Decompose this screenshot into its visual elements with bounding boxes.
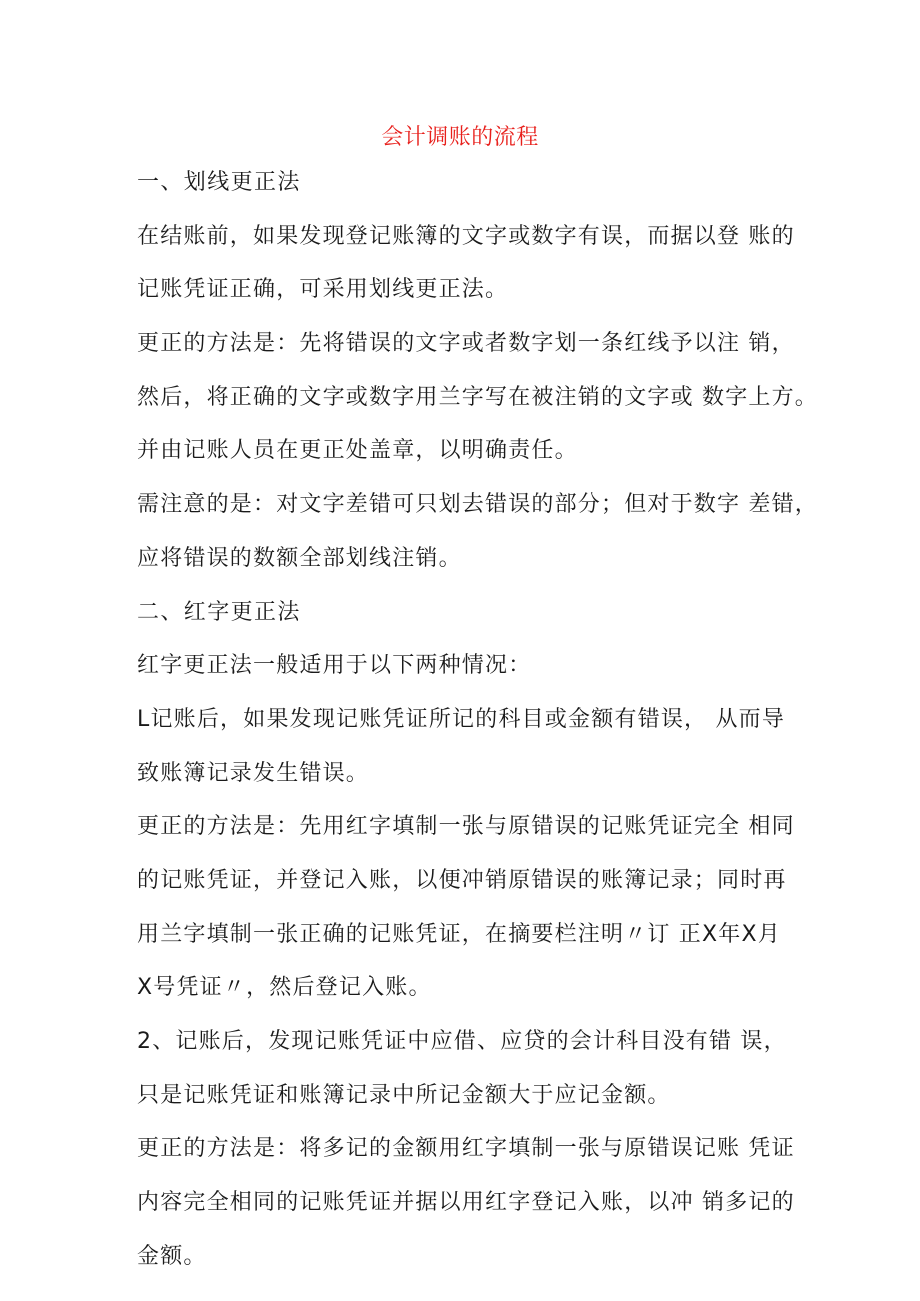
document-title: 会计调账的流程	[381, 125, 539, 150]
paragraph-line: 更正的方法是：先用红字填制一张与原错误的记账凭证完全 相同	[137, 814, 795, 840]
paragraph-line: X号凭证〃，然后登记入账。	[137, 975, 432, 1001]
paragraph-line: 更正的方法是：将多记的金额用红字填制一张与原错误记账 凭证	[137, 1136, 795, 1162]
section-heading-2: 二、红字更正法	[137, 599, 301, 625]
document-body	[137, 166, 818, 1293]
paragraph-line: 记账凭证正确，可采用划线更正法。	[137, 277, 509, 303]
paragraph-line: 在结账前，如果发现登记账簿的文字或数字有误，而据以登 账的	[137, 223, 795, 249]
paragraph-line: 并由记账人员在更正处盖章，以明确责任。	[137, 438, 578, 464]
paragraph-line: 然后，将正确的文字或数字用兰字写在被注销的文字或 数字上方。	[137, 384, 818, 410]
paragraph-line: 应将错误的数额全部划线注销。	[137, 545, 462, 571]
paragraph-line: 2、记账后，发现记账凭证中应借、应贷的会计科目没有错 误，	[137, 1029, 787, 1054]
paragraph-line: 红字更正法一般适用于以下两种情况：	[137, 653, 532, 679]
paragraph-line: 更正的方法是：先将错误的文字或者数字划一条红线予以注 销，	[137, 331, 795, 357]
paragraph-line: 的记账凭证，并登记入账，以便冲销原错误的账簿记录；同时再	[137, 867, 787, 893]
paragraph-line: 需注意的是：对文字差错可只划去错误的部分；但对于数字 差错，	[137, 492, 818, 518]
paragraph-line: L记账后，如果发现记账凭证所记的科目或金额有错误， 从而导	[137, 706, 786, 732]
paragraph-line: 金额。	[137, 1243, 207, 1269]
paragraph-line: 只是记账凭证和账簿记录中所记金额大于应记金额。	[137, 1082, 671, 1108]
section-heading-1: 一、划线更正法	[137, 170, 301, 195]
paragraph-line: 用兰字填制一张正确的记账凭证，在摘要栏注明〃订 正X年X月	[137, 921, 781, 947]
paragraph-line: 内容完全相同的记账凭证并据以用红字登记入账，以冲 销多记的	[137, 1190, 795, 1216]
paragraph-line: 致账簿记录发生错误。	[137, 760, 370, 786]
